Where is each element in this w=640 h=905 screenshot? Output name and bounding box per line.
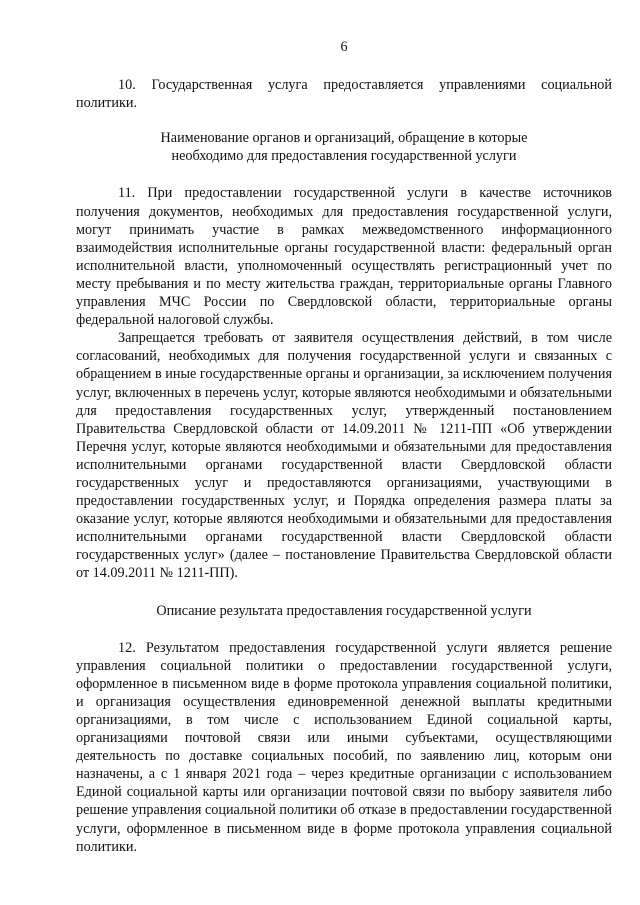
page-number: 6 — [340, 39, 348, 55]
section-heading-organs-line1: Наименование органов и организаций, обращение в которые — [160, 130, 528, 147]
paragraph-11: 11. При предоставлении государственной услуги в качестве источников получения документов, необходимых для предоставления государственной услуги, могут принимать участие в рамках межведомственного информационного взаимодействия исполнительные органы государственной власти: федеральный орган исполнительной власти, уполномоченный осуществлять регистрационный учет по месту пребывания и по месту жительства граждан, территориальные органы Главного управления МЧС России по Свердловской области, территориальные органы федеральной налоговой службы. — [76, 185, 612, 329]
section-heading-organs — [76, 129, 612, 165]
section-heading-result: Описание результата предоставления государственной услуги — [156, 602, 532, 619]
paragraph-10: 10. Государственная услуга предоставляется управлениями социальной политики. — [76, 77, 612, 112]
document-page — [76, 0, 612, 856]
paragraph-11-prohibition: Запрещается требовать от заявителя осуществления действий, в том числе согласований, необходимых для получения государственной услуги и связанных с обращением в иные государственные органы и организации, за исключением получения услуг, включенных в перечень услуг, которые являются необходимыми и обязательными для предоставления государственных услуг, утвержденный постановлением Правительства Свердловской области от 14.09.2011 № 1211-ПП «Об утверждении Перечня услуг, которые являются необходимыми и обязательными для предоставления исполнительными органами государственной власти Свердловской области государственных услуг и предоставляются организациями, участвующими в предоставлении государственных услуг, и Порядка определения размера платы за оказание услуг, которые являются необходимыми и обязательными для предоставления исполнительными органами государственной власти Свердловской области государственных услуг» (далее – постановление Правительства Свердловской области от 14.09.2011 № 1211-ПП). — [76, 330, 612, 582]
paragraph-12: 12. Результатом предоставления государственной услуги является решение управления социальной политики о предоставлении государственной услуги, оформленное в письменном виде в форме протокола управления социальной политики, и организация осуществления единовременной денежной выплаты кредитными организациями, в том числе с использованием Единой социальной карты, организациями почтовой связи или иными субъектами, осуществляющими деятельность по доставке социальных пособий, по заявлению лиц, которым они назначены, а с 1 января 2021 года – через кредитные организации с использованием Единой социальной карты или организации почтовой связи по выбору заявителя либо решение управления социальной политики об отказе в предоставлении государственной услуги, оформленное в письменном виде в форме протокола управления социальной политики. — [76, 639, 612, 855]
section-heading-organs-line2: необходимо для предоставления государственной услуги — [171, 148, 517, 165]
